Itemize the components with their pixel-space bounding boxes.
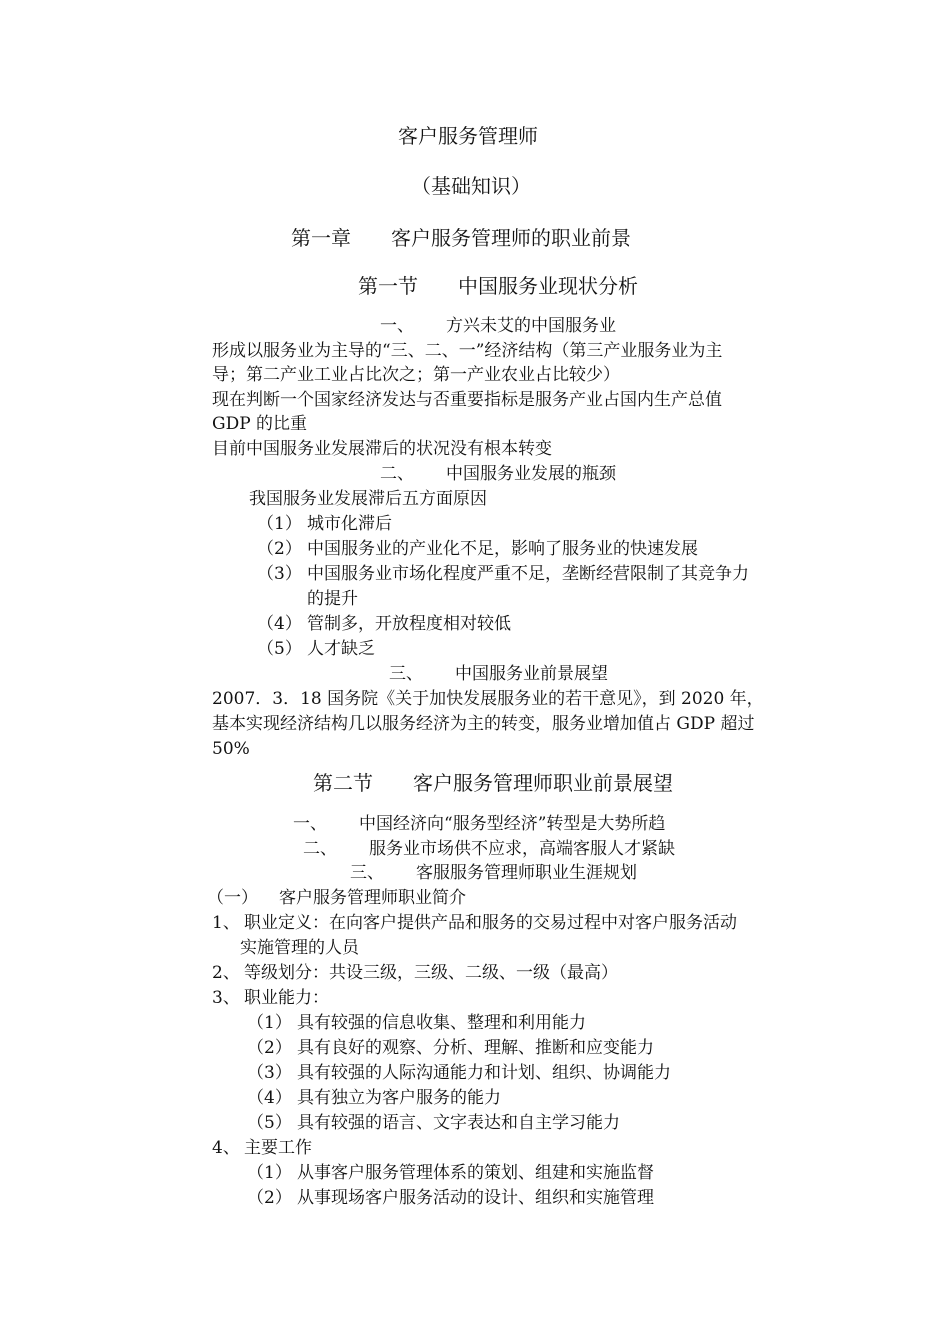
paragraph-line: 现在判断一个国家经济发达与否重要指标是服务产业占国内生产总值 [212,390,722,410]
subheading-2: 二、 中国服务业发展的瓶颈 [380,464,616,484]
section-title: 客户服务管理师职业前景展望 [413,771,673,795]
section-heading-1 [358,273,638,299]
subheading: 三、 客服服务管理师职业生涯规划 [350,863,637,883]
paragraph-line: 50% [212,739,250,759]
document-subtitle: （基础知识） [411,174,531,198]
list-item-continuation: 实施管理的人员 [240,938,359,958]
paragraph-line: 基本实现经济结构几以服务经济为主的转变，服务业增加值占 GDP 超过 [212,714,755,734]
subheading-1: 一、 方兴未艾的中国服务业 [380,316,616,336]
chapter-title: 客户服务管理师的职业前景 [391,226,631,250]
section-number: 第一节 [358,274,418,298]
list-item-continuation: 的提升 [307,589,358,609]
list-item: 1、 职业定义：在向客户提供产品和服务的交易过程中对客户服务活动 [212,913,737,933]
list-item: （2） 具有良好的观察、分析、理解、推断和应变能力 [247,1038,654,1058]
list-item: （1） 具有较强的信息收集、整理和利用能力 [247,1013,586,1033]
list-item: （1） 城市化滞后 [257,514,392,534]
list-item: （3） 中国服务业市场化程度严重不足，垄断经营限制了其竞争力 [257,564,749,584]
list-item: 4、 主要工作 [212,1138,312,1158]
list-item: （4） 具有独立为客户服务的能力 [247,1088,501,1108]
list-item: （5） 具有较强的语言、文字表达和自主学习能力 [247,1113,620,1133]
chapter-number: 第一章 [291,226,351,250]
chapter-heading [291,225,631,251]
list-item: （2） 从事现场客户服务活动的设计、组织和实施管理 [247,1188,654,1208]
list-item: 3、 职业能力： [212,988,329,1008]
list-item: （5） 人才缺乏 [257,639,375,659]
sub-subheading: （一） 客户服务管理师职业简介 [207,888,466,908]
paragraph-line: 形成以服务业为主导的“三、二、一”经济结构（第三产业服务业为主 [212,341,723,361]
document-title: 客户服务管理师 [398,124,538,148]
section-heading-2 [313,770,673,796]
subheading: 二、 服务业市场供不应求，高端客服人才紧缺 [303,839,675,859]
list-item: （4） 管制多，开放程度相对较低 [257,614,511,634]
list-item: （2） 中国服务业的产业化不足，影响了服务业的快速发展 [257,539,698,559]
section-number: 第二节 [313,771,373,795]
list-item: （1） 从事客户服务管理体系的策划、组建和实施监督 [247,1163,654,1183]
subheading-3: 三、 中国服务业前景展望 [389,664,608,684]
subheading: 一、 中国经济向“服务型经济”转型是大势所趋 [293,814,666,834]
list-item: 2、 等级划分：共设三级，三级、二级、一级（最高） [212,963,618,983]
paragraph-line: 2007．3．18 国务院《关于加快发展服务业的若干意见》，到 2020 年， [212,689,764,709]
section-title: 中国服务业现状分析 [458,274,638,298]
list-item: （3） 具有较强的人际沟通能力和计划、组织、协调能力 [247,1063,671,1083]
paragraph-line: GDP 的比重 [212,414,308,434]
paragraph-line: 目前中国服务业发展滞后的状况没有根本转变 [212,439,552,459]
paragraph-line: 导；第二产业工业占比次之；第一产业农业占比较少） [212,365,620,385]
paragraph-line: 我国服务业发展滞后五方面原因 [249,489,487,509]
